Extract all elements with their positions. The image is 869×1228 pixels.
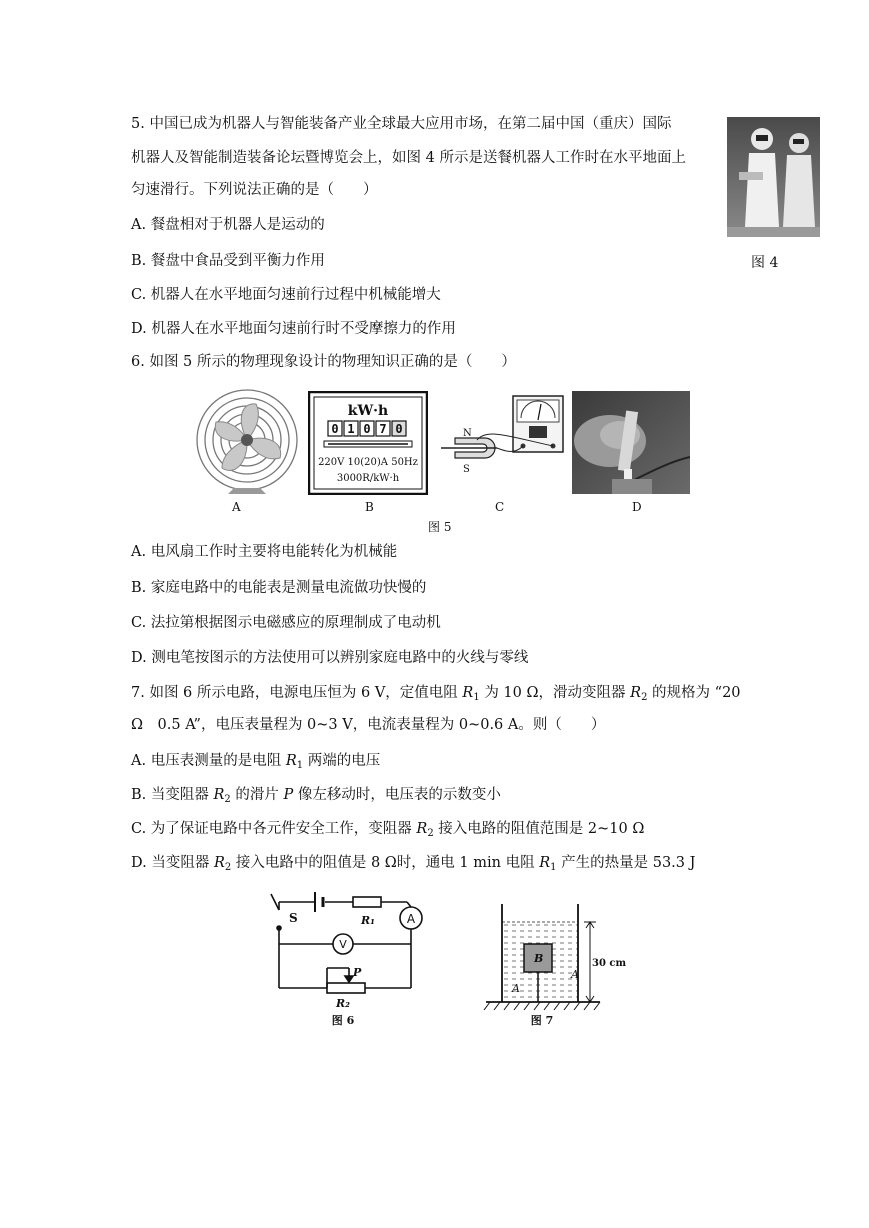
q7-option-a: A. 电压表测量的是电阻 $R_1$ 两端的电压 [131,753,381,771]
circuit-diagram [265,888,437,1028]
figure-4-caption: 图 4 [751,255,779,271]
q6-label-d: D [632,500,642,514]
q7-stem-line1: 7. 如图 6 所示电路，电源电压恒为 6 V，定值电阻 $R_1$ 为 10 Ω，滑动变阻器 $R_2$ 的规格为 “20 [131,685,741,703]
q7-stem-line2: Ω 0.5 A”，电压表量程为 0~3 V，电流表量程为 0~0.6 A。则（ ） [131,717,606,733]
robot-photo [727,117,820,237]
q7-option-c: C. 为了保证电路中各元件安全工作，变阻器 $R_2$ 接入电路的阻值范围是 2~10 Ω [131,821,645,839]
q5-stem-line3: 匀速滑行。下列说法正确的是（ ） [131,182,378,198]
q7-option-b: B. 当变阻器 $R_2$ 的滑片 P 像左移动时，电压表的示数变小 [131,787,501,805]
meter-digit: 0 [395,422,403,436]
q6-label-a: A [232,500,241,514]
energy-meter [308,391,428,495]
q5-stem-line2: 机器人及智能制造装备论坛暨博览会上，如图 4 所示是送餐机器人工作时在水平地面上 [131,150,686,166]
q5-stem-line1: 5. 中国已成为机器人与智能装备产业全球最大应用市场，在第二届中国（重庆）国际 [131,116,672,132]
meter-digit: 0 [363,422,371,436]
figure-7-caption: 图 7 [530,1014,554,1027]
magnet-s: S [463,464,470,475]
meter-digit: 0 [331,422,339,436]
q5-option-b: B. 餐盘中食品受到平衡力作用 [131,253,325,269]
height-label: 30 cm [592,958,627,969]
figure-5-caption: 图 5 [428,520,452,534]
electric-fan-image [186,388,308,496]
slider-label: P [353,966,362,979]
r1-label: R₁ [361,914,375,927]
q6-label-c: C [495,500,505,514]
voltmeter-symbol: V [339,938,347,951]
meter-unit: kW·h [347,403,389,419]
r2-label: R₂ [336,997,350,1010]
q5-option-a: A. 餐盘相对于机器人是运动的 [131,217,325,233]
q6-label-b: B [365,500,374,514]
container-diagram [480,898,630,1028]
q5-option-c: C. 机器人在水平地面匀速前行过程中机械能增大 [131,287,441,303]
block-b-label: B [534,952,544,965]
block-a-label: A [512,982,520,995]
induction-apparatus [437,392,567,492]
meter-digit: 7 [379,422,387,436]
meter-digit: 1 [347,422,355,436]
q6-option-d: D. 测电笔按图示的方法使用可以辨别家庭电路中的火线与零线 [131,650,529,666]
meter-spec2: 3000R/kW·h [336,473,400,484]
meter-spec1: 220V 10(20)A 50Hz [318,457,418,468]
switch-label: S [289,911,298,925]
q6-option-c: C. 法拉第根据图示电磁感应的原理制成了电动机 [131,615,441,631]
q6-option-b: B. 家庭电路中的电能表是测量电流做功快慢的 [131,580,427,596]
side-a-label: A [571,968,579,981]
figure-6-caption: 图 6 [331,1014,355,1027]
q7-option-d: D. 当变阻器 $R_2$ 接入电路中的阻值是 8 Ω时，通电 1 min 电阻 $R_1$ 产生的热量是 53.3 J [131,855,696,873]
test-pen-photo [572,391,690,494]
q6-option-a: A. 电风扇工作时主要将电能转化为机械能 [131,544,398,560]
q6-stem: 6. 如图 5 所示的物理现象设计的物理知识正确的是（ ） [131,354,516,370]
magnet-n: N [463,428,472,439]
q5-option-d: D. 机器人在水平地面匀速前行时不受摩擦力的作用 [131,321,456,337]
ammeter-symbol: A [406,912,416,926]
